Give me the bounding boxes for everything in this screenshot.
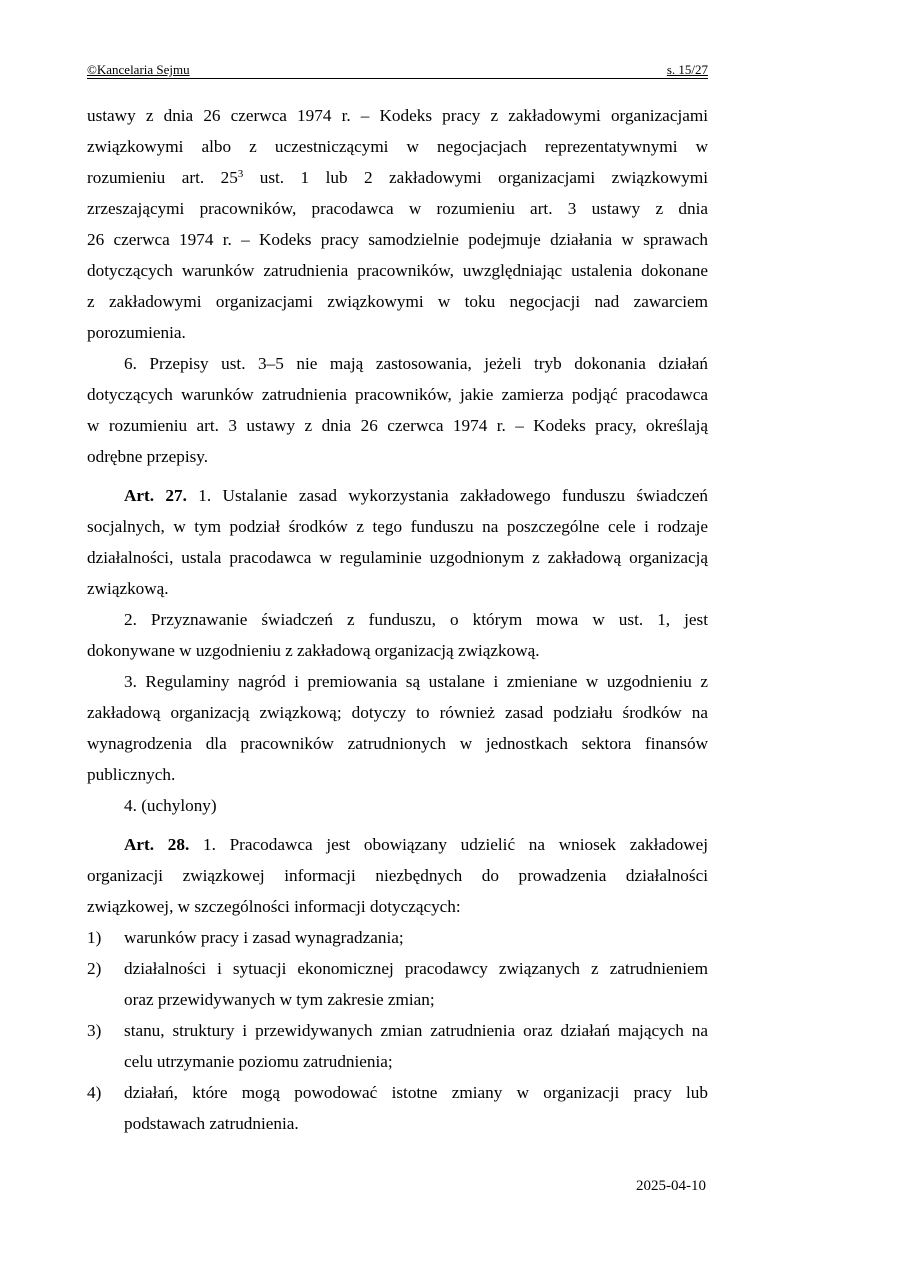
text-line: zrzeszającymi pracowników, pracodawca w rozumieniu art. 3 ustawy z dnia — [87, 199, 708, 218]
text-line: organizacji związkowej informacji niezbędnych do prowadzenia działalności — [87, 866, 708, 885]
text-line: 3. Regulaminy nagród i premiowania są ustalane i zmieniane w uzgodnieniu z — [124, 672, 708, 691]
article-28 — [87, 829, 708, 1139]
page-header — [87, 62, 708, 79]
text-line — [87, 829, 708, 860]
text-fragment: 1. Pracodawca jest obowiązany udzielić na wniosek zakładowej — [189, 835, 708, 854]
text-line: dotyczących warunków zatrudnienia pracowników, jakie zamierza podjąć pracodawca — [87, 385, 708, 404]
list-item — [87, 1077, 708, 1139]
text-line: 2. Przyznawanie świadczeń z funduszu, o którym mowa w ust. 1, jest — [124, 610, 708, 629]
text-fragment: rozumieniu art. 25 — [87, 168, 238, 187]
header-page-number: s. 15/27 — [666, 62, 708, 77]
text-fragment: stanu, struktury i przewidywanych zmian zatrudnienia oraz działań mających na — [124, 1021, 708, 1040]
list-item — [87, 1015, 708, 1077]
text-fragment: 1. Ustalanie zasad wykorzystania zakładowego funduszu świadczeń — [186, 486, 708, 505]
text-fragment: ust. 1 lub 2 zakładowymi organizacjami związkowymi — [243, 168, 708, 187]
article-label: Art. 27. — [124, 486, 187, 505]
paragraph-ust5-continuation — [87, 100, 708, 348]
list-number: 1) — [87, 928, 102, 947]
article-label: Art. 28. — [124, 835, 190, 854]
text-line: wynagrodzenia dla pracowników zatrudnionych w jednostkach sektora finansów — [87, 734, 708, 753]
text-fragment: działalności i sytuacji ekonomicznej pracodawcy związanych z zatrudnieniem — [124, 959, 708, 978]
text-line: dokonywane w uzgodnieniu z zakładową organizacją związkową. — [87, 641, 540, 660]
text-line: 6. Przepisy ust. 3–5 nie mają zastosowania, jeżeli tryb dokonania działań — [124, 354, 708, 373]
text-line: zakładową organizacją związkową; dotyczy to również zasad podziału środków na — [87, 703, 708, 722]
text-line: związkową. — [87, 579, 169, 598]
text-line: dotyczących warunków zatrudnienia pracowników, uwzględniając ustalenia dokonane — [87, 261, 708, 280]
header-source: ©Kancelaria Sejmu — [87, 62, 190, 77]
text-fragment: działań, które mogą powodować istotne zmiany w organizacji pracy lub — [124, 1083, 708, 1102]
list-number: 4) — [87, 1083, 102, 1102]
text-line: odrębne przepisy. — [87, 447, 209, 466]
text-line: oraz przewidywanych w tym zakresie zmian; — [124, 990, 435, 1009]
text-fragment: warunków pracy i zasad wynagradzania; — [124, 928, 404, 947]
text-line: 26 czerwca 1974 r. – Kodeks pracy samodzielnie podejmuje działania w sprawach — [87, 230, 708, 249]
article-27 — [87, 480, 708, 821]
text-line: 4. (uchylony) — [124, 796, 217, 815]
footer-date: 2025-04-10 — [636, 1178, 706, 1194]
text-line: związkowymi albo z uczestniczącymi w negocjacjach reprezentatywnymi w — [87, 137, 708, 156]
text-line: porozumienia. — [87, 323, 186, 342]
list-number: 3) — [87, 1021, 102, 1040]
list-item — [87, 922, 708, 953]
text-line: związkowej, w szczególności informacji dotyczących: — [87, 897, 461, 916]
text-line — [87, 480, 708, 511]
text-line: ustawy z dnia 26 czerwca 1974 r. – Kodeks pracy z zakładowymi organizacjami — [87, 106, 708, 125]
text-line: publicznych. — [87, 765, 176, 784]
paragraph-ust6 — [87, 348, 708, 472]
text-line — [87, 162, 708, 193]
list-item — [87, 953, 708, 1015]
text-line: podstawach zatrudnienia. — [124, 1114, 299, 1133]
text-line: socjalnych, w tym podział środków z tego funduszu na poszczególne cele i rodzaje — [87, 517, 708, 536]
text-line: działalności, ustala pracodawca w regulaminie uzgodnionym z zakładową organizacją — [87, 548, 708, 567]
superscript: 3 — [237, 168, 244, 180]
document-body — [87, 100, 708, 1139]
text-line: celu utrzymanie poziomu zatrudnienia; — [124, 1052, 393, 1071]
text-line: z zakładowymi organizacjami związkowymi w toku negocjacji nad zawarciem — [87, 292, 708, 311]
text-line: w rozumieniu art. 3 ustawy z dnia 26 czerwca 1974 r. – Kodeks pracy, określają — [87, 416, 708, 435]
list-number: 2) — [87, 959, 102, 978]
